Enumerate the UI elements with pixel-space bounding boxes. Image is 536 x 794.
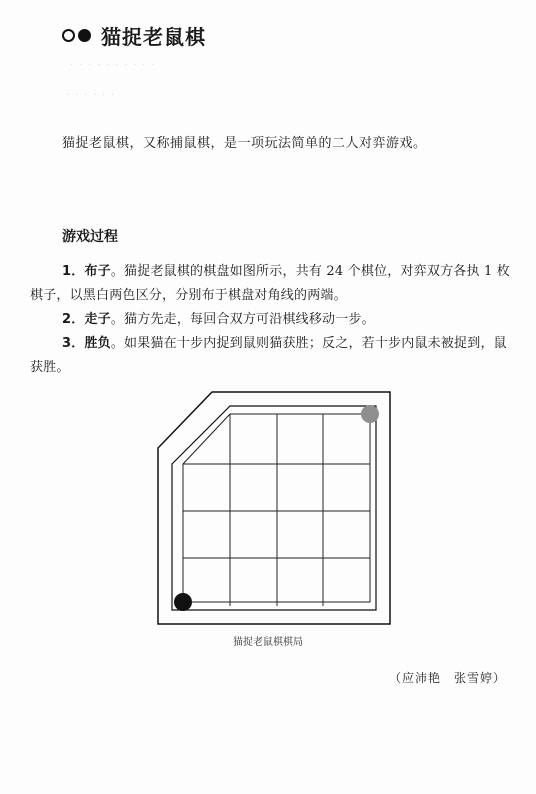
board-grid-lines [183,414,370,606]
section-title: 游戏过程 [62,229,118,245]
figure-caption: 猫捉老鼠棋棋局 [233,637,303,648]
board-inner-frame [172,406,376,610]
page-title: 猫捉老鼠棋 [101,24,206,49]
rule-paragraph-1 [30,260,520,308]
rule-term: 布子 [84,264,111,279]
rule-text: 。猫方先走，每回合双方可沿棋线移动一步。 [110,312,375,327]
rule-paragraph-3 [30,332,520,380]
title-row [62,20,206,50]
bleed-through-text: · · · · · · · · · · [70,58,156,71]
rule-number: 3． [62,336,85,351]
rule-paragraph-2 [30,308,520,332]
bleed-through-text: · · · · · · [66,88,116,101]
rule-term: 走子 [84,312,111,327]
filled-circle-icon [78,29,91,42]
rule-number: 1． [62,264,85,279]
author-credit: （应沛艳 张雪婷） [388,671,506,685]
rule-number: 2． [62,312,85,327]
rule-text: 。如果猫在十步内捉到鼠则猫获胜；反之，若十步内鼠未被捉到，鼠获胜。 [30,336,507,375]
rule-text: 。猫捉老鼠棋的棋盘如图所示，共有 24 个棋位，对弈双方各执 1 枚棋子，以黑白两色区分，分别布于棋盘对角线的两端。 [30,264,511,303]
intro-paragraph: 猫捉老鼠棋，又称捕鼠棋，是一项玩法简单的二人对弈游戏。 [62,136,427,151]
open-circle-icon [62,29,75,42]
rule-term: 胜负 [84,336,111,351]
board-outer-frame [158,392,390,624]
game-board-figure [150,388,396,628]
cat-piece [174,593,192,611]
mouse-piece [361,405,379,423]
